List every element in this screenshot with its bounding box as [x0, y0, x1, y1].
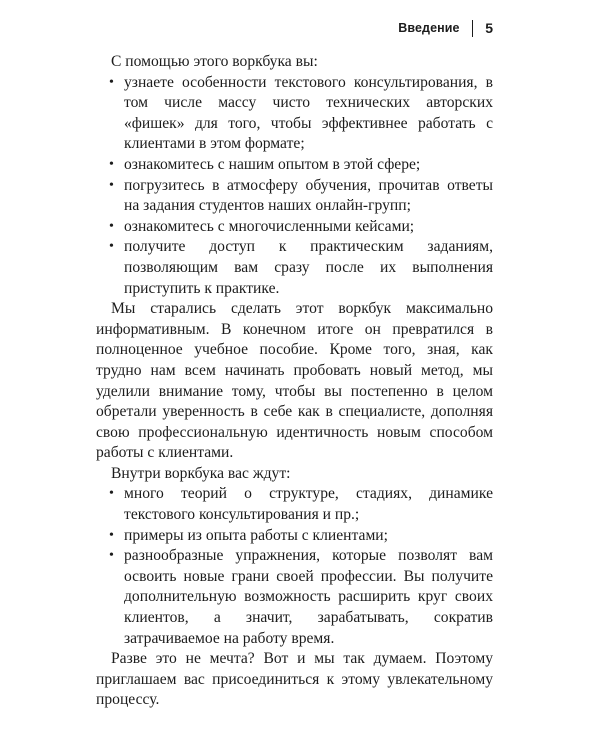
closing-paragraph: Разве это не мечта? Вот и мы так думаем. Поэтому приглашаем вас присоединиться к этому увлекательному процессу. — [96, 650, 493, 709]
bullet-icon: • — [109, 74, 114, 90]
list-item: • погрузитесь в атмосферу обучения, прочитав ответы на задания студентов наших онлайн-групп; — [109, 176, 493, 215]
body-text — [96, 52, 493, 711]
running-header — [96, 17, 493, 39]
contents-intro-paragraph: Внутри воркбука вас ждут: — [111, 464, 291, 482]
bullet-icon: • — [109, 527, 114, 543]
informative-paragraph: Мы старались сделать этот воркбук максимально информативным. В конечном итоге он превратился в полноценное учебное пособие. Кроме того, зная, как трудно нам всем начинать пробовать новый метод, мы уделили внимание тому, чтобы вы постепенно в целом обретали уверенность в себе как в специалисте, дополняя свою профессиональную идентичность новым способом работы с клиентами. — [96, 300, 493, 462]
bullet-icon: • — [109, 548, 114, 564]
bullet-icon: • — [109, 177, 114, 193]
page-number: 5 — [485, 20, 493, 36]
bullet-icon: • — [109, 486, 114, 502]
benefits-list — [96, 73, 493, 300]
intro-paragraph: С помощью этого воркбука вы: — [111, 53, 318, 70]
list-item: • ознакомитесь с нашим опытом в этой сфере; — [96, 155, 493, 176]
list-item: • много теорий о структуре, стадиях, динамике текстового консультирования и пр.; — [109, 485, 493, 524]
bullet-icon: • — [109, 156, 114, 172]
contents-list — [96, 484, 493, 649]
list-item: • разнообразные упражнения, которые позволят вам освоить новые грани своей профессии. Вы получите дополнительную возможность расширить круг своих клиентов, а значит, зарабатывать, сократив затрачиваемое на работу время. — [109, 547, 493, 647]
list-item: • получите доступ к практическим заданиям, позволяющим вам сразу после их выполнения приступить к практике. — [109, 238, 493, 297]
list-item: • узнаете особенности текстового консультирования, в том числе массу чисто технических авторских «фишек» для того, чтобы эффективнее работать с клиентами в этом формате; — [109, 73, 493, 153]
bullet-icon: • — [109, 218, 114, 234]
header-divider — [472, 20, 474, 37]
list-item: • ознакомитесь с многочисленными кейсами; — [96, 217, 493, 238]
section-title: Введение — [398, 21, 460, 35]
list-item: • примеры из опыта работы с клиентами; — [96, 526, 493, 547]
bullet-icon: • — [109, 239, 114, 255]
